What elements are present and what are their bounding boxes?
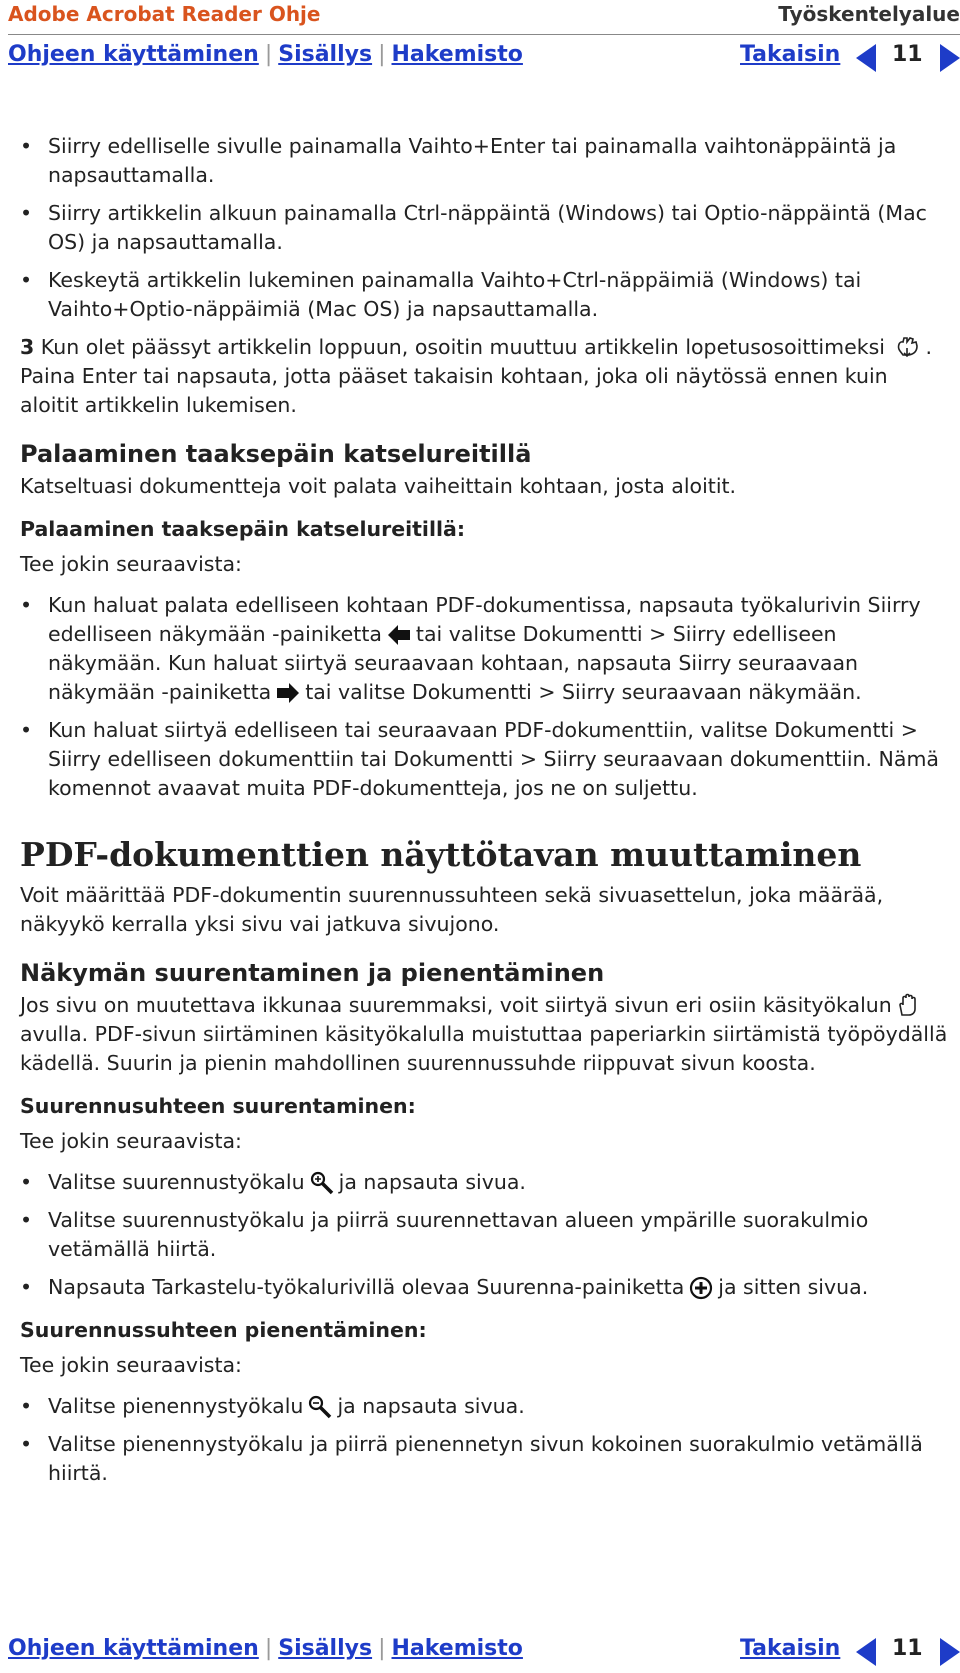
chapter-heading: PDF-dokumenttien näyttötavan muuttaminen [20, 835, 862, 874]
list-item-text: Valitse pienennystyökalu [48, 1394, 304, 1418]
page-number: 11 [892, 1636, 923, 1661]
section-title: Työskentelyalue [778, 2, 960, 26]
nav-links [8, 1636, 523, 1661]
procedure-heading: Suurennussuhteen pienentäminen: [20, 1318, 427, 1342]
paragraph-text: avulla. PDF-sivun siirtäminen käsityökalulla muistuttaa paperiarkin siirtämistä työpöydällä kädellä. Suurin ja pienin mahdollinen suurennussuhde riippuvat sivun koosta. [20, 1022, 948, 1075]
bottom-nav [8, 1636, 960, 1668]
app-title: Adobe Acrobat Reader Ohje [8, 2, 321, 26]
list-item [20, 591, 952, 707]
next-view-arrow-icon [275, 680, 301, 706]
index-link[interactable]: Hakemisto [391, 42, 523, 67]
list-item [20, 1392, 952, 1421]
article-end-pointer-icon [895, 335, 921, 361]
nav-separator: | [378, 42, 386, 67]
list-item-text: ja sitten sivua. [718, 1275, 869, 1299]
instruction: Tee jokin seuraavista: [20, 552, 242, 576]
paragraph [20, 991, 952, 1078]
list-item-text: ja napsauta sivua. [337, 1394, 525, 1418]
back-link[interactable]: Takaisin [740, 1636, 841, 1661]
list-item: • Keskeytä artikkelin lukeminen painamalla Vaihto+Ctrl-näppäimiä (Windows) tai Vaihto+Optio-näppäimiä (Mac OS) ja napsauttamalla. [20, 266, 952, 324]
paragraph-text: Jos sivu on muutettava ikkunaa suuremmaksi, voit siirtyä sivun eri osiin käsityökalun [20, 993, 892, 1017]
step-number: 3 [20, 335, 35, 359]
previous-view-arrow-icon [386, 622, 412, 648]
header-divider [8, 34, 960, 35]
instruction: Tee jokin seuraavista: [20, 1353, 242, 1377]
section-heading: Näkymän suurentaminen ja pienentäminen [20, 959, 605, 987]
list-item-text: tai valitse Dokumentti > Siirry edelliseen näkymään. Kun haluat siirtyä seuraavaan kohtaan, napsauta Siirry seuraavaan näkymään -painiketta [48, 622, 859, 704]
zoom-in-tool-icon [309, 1170, 335, 1196]
page-number: 11 [892, 42, 923, 67]
nav-separator: | [264, 42, 273, 67]
list-item-text: Valitse suurennustyökalu [48, 1170, 305, 1194]
prev-page-icon[interactable] [856, 1638, 876, 1666]
list-item: • Valitse pienennystyökalu ja piirrä pienennetyn sivun kokoinen suorakulmio vetämällä hiirtä. [20, 1430, 952, 1488]
list-item [20, 1168, 952, 1197]
next-page-icon[interactable] [940, 44, 960, 72]
list-item: • Siirry edelliselle sivulle painamalla Vaihto+Enter tai painamalla vaihtonäppäintä ja napsauttamalla. [20, 132, 952, 190]
nav-links [8, 42, 523, 67]
page-header [8, 0, 960, 26]
procedure-heading: Suurennusuhteen suurentaminen: [20, 1094, 416, 1118]
zoom-out-tool-icon [307, 1394, 333, 1420]
list-item: • Valitse suurennustyökalu ja piirrä suurennettavan alueen ympärille suorakulmio vetämällä hiirtä. [20, 1206, 952, 1264]
index-link[interactable]: Hakemisto [391, 1636, 523, 1661]
list-item: • Kun haluat siirtyä edelliseen tai seuraavaan PDF-dokumenttiin, valitse Dokumentti > Siirry edelliseen dokumenttiin tai Dokumentti > Siirry seuraavaan dokumenttiin. Nämä komennot avaavat muita PDF-dokumentteja, jos ne on suljettu. [20, 716, 952, 803]
section-heading: Palaaminen taaksepäin katselureitillä [20, 440, 532, 468]
instruction: Tee jokin seuraavista: [20, 1129, 242, 1153]
step-text-cont: . Paina Enter tai napsauta, jotta pääset takaisin kohtaan, joka oli näytössä ennen kuin aloitit artikkelin lukemisen. [20, 335, 933, 417]
main-content [20, 132, 952, 1497]
next-page-icon[interactable] [940, 1638, 960, 1666]
back-link[interactable]: Takaisin [740, 42, 841, 67]
zoom-in-button-icon [688, 1275, 714, 1301]
list-item-text: Napsauta Tarkastelu-työkalurivillä olevaa Suurenna-painiketta [48, 1275, 685, 1299]
list-item [20, 1273, 952, 1302]
step-text: Kun olet päässyt artikkelin loppuun, osoitin muuttuu artikkelin lopetusosoittimeksi [40, 335, 885, 359]
contents-link[interactable]: Sisällys [278, 1636, 373, 1661]
procedure-heading: Palaaminen taaksepäin katselureitillä: [20, 517, 466, 541]
step-3 [20, 333, 952, 420]
contents-link[interactable]: Sisällys [278, 42, 373, 67]
hand-tool-icon [896, 993, 922, 1019]
nav-separator: | [378, 1636, 386, 1661]
paragraph: Katseltuasi dokumentteja voit palata vaiheittain kohtaan, josta aloitit. [20, 474, 737, 498]
list-item-text: ja napsauta sivua. [338, 1170, 526, 1194]
help-link[interactable]: Ohjeen käyttäminen [8, 1636, 259, 1661]
list-item-text: Kun haluat palata edelliseen kohtaan PDF-dokumentissa, napsauta työkalurivin Siirry edelliseen näkymään -painiketta [48, 593, 921, 646]
help-link[interactable]: Ohjeen käyttäminen [8, 42, 259, 67]
list-item-text: tai valitse Dokumentti > Siirry seuraavaan näkymään. [305, 680, 862, 704]
top-nav [8, 42, 960, 74]
prev-page-icon[interactable] [856, 44, 876, 72]
nav-separator: | [264, 1636, 273, 1661]
list-item: • Siirry artikkelin alkuun painamalla Ctrl-näppäintä (Windows) tai Optio-näppäintä (Mac OS) ja napsauttamalla. [20, 199, 952, 257]
paragraph: Voit määrittää PDF-dokumentin suurennussuhteen sekä sivuasettelun, joka määrää, näkyykö kerralla yksi sivu vai jatkuva sivujono. [20, 883, 884, 936]
